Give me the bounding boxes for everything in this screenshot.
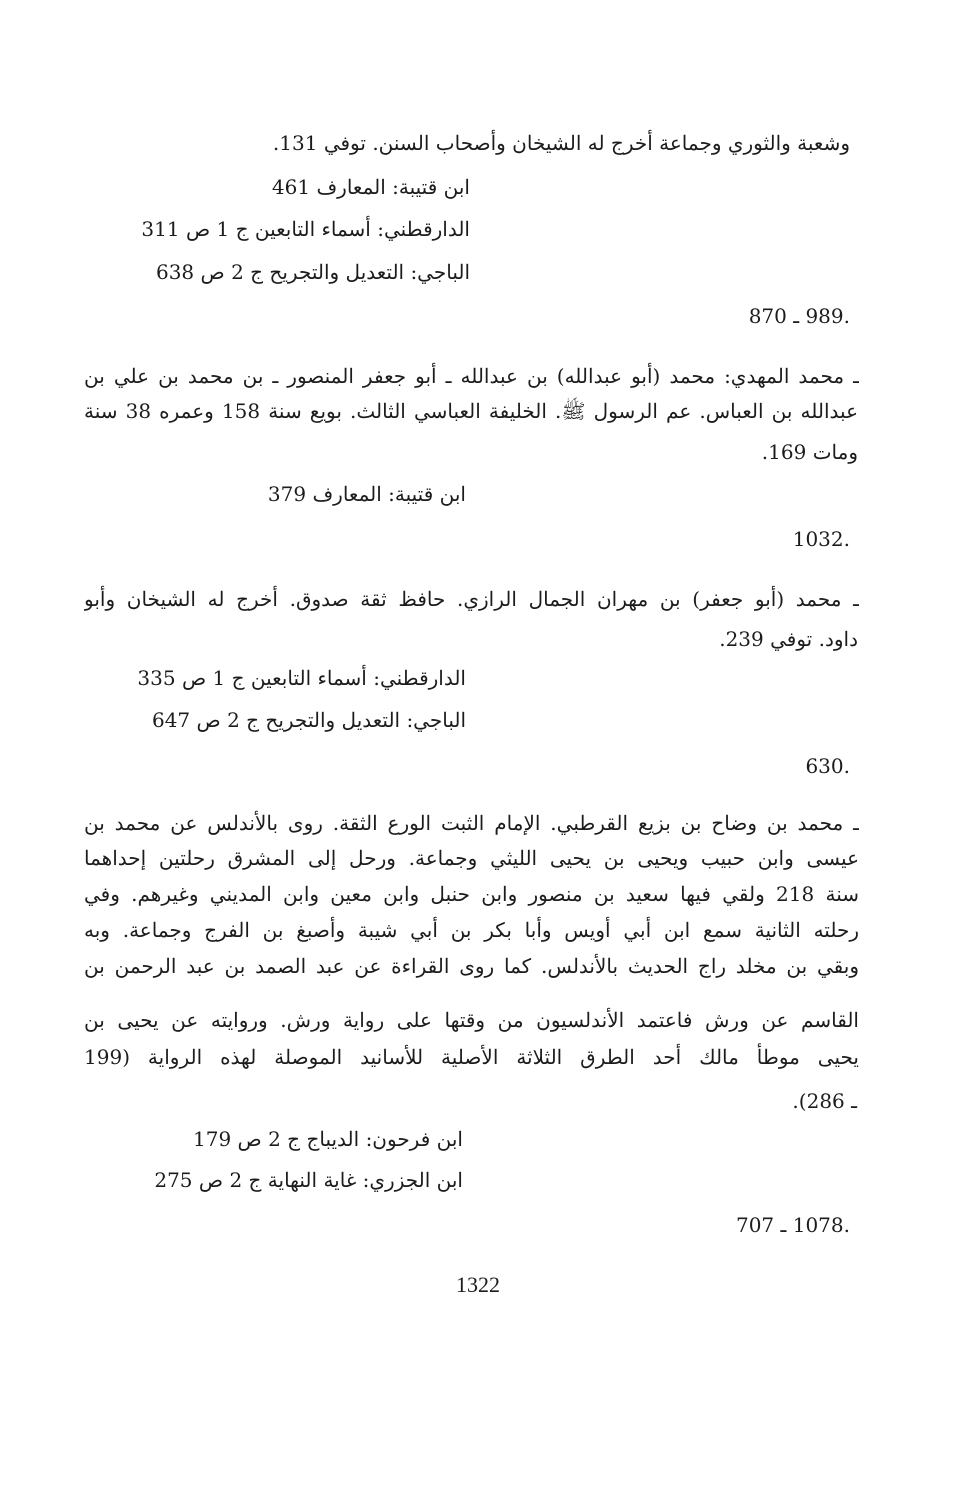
entry-numbers: .1032: [792, 527, 850, 551]
entry-text-line: عبدالله بن العباس. عم الرسول ﷺ. الخليفة العباسي الثالث. بويع سنة 158 وعمره 38 سنة: [84, 399, 858, 423]
reference-line: ابن فرحون: الديباج ج 2 ص 179: [193, 1127, 463, 1151]
entry-text-line: ـ محمد بن وضاح بن بزيع القرطبي. الإمام الثبت الورع الثقة. روى بالأندلس عن محمد بن: [84, 811, 859, 835]
reference-line: الباجي: التعديل والتجريح ج 2 ص 638: [155, 260, 470, 284]
entry-text-line: وشعبة والثوري وجماعة أخرج له الشيخان وأصحاب السنن. توفي 131.: [272, 131, 850, 155]
entry-text-line: وبقي بن مخلد راج الحديث بالأندلس. كما روى القراءة عن عبد الصمد بن عبد الرحمن بن: [84, 954, 859, 978]
entry-numbers: .630: [805, 754, 850, 778]
entry-text-line: ومات 169.: [761, 440, 858, 464]
reference-line: الباجي: التعديل والتجريح ج 2 ص 647: [151, 708, 466, 732]
entry-numbers: .989 ـ 870: [748, 304, 850, 328]
reference-line: ابن قتيبة: المعارف 379: [267, 482, 466, 506]
entry-text-line: رحلته الثانية سمع ابن أبي أويس وأبا بكر بن أبي شيبة وأصبغ بن الفرج وجماعة. وبه: [84, 918, 859, 942]
reference-line: الدارقطني: أسماء التابعين ج 1 ص 335: [137, 666, 466, 690]
page-number: 1322: [456, 1272, 500, 1297]
entry-text-line: داود. توفي 239.: [719, 627, 858, 651]
entry-text-line: سنة 218 ولقي فيها سعيد بن منصور وابن حنبل وابن معين وابن المديني وغيرهم. وفي: [84, 882, 859, 906]
entry-numbers: .1078 ـ 707: [735, 1213, 850, 1237]
entry-text-line: ـ محمد (أبو جعفر) بن مهران الجمال الرازي. حافظ ثقة صدوق. أخرج له الشيخان وأبو: [84, 587, 859, 611]
entry-text-line: القاسم عن ورش فاعتمد الأندلسيون من وقتها على رواية ورش. وروايته عن يحيى بن: [84, 1008, 859, 1032]
reference-line: الدارقطني: أسماء التابعين ج 1 ص 311: [141, 217, 470, 241]
entry-text-line: عيسى وابن حبيب ويحيى بن يحيى الليثي وجماعة. ورحل إلى المشرق رحلتين إحداهما: [84, 846, 859, 870]
reference-line: ابن الجزري: غاية النهاية ج 2 ص 275: [154, 1168, 463, 1192]
entry-text-line: يحيى موطأ مالك أحد الطرق الثلاثة الأصلية للأسانيد الموصلة لهذه الرواية (199: [84, 1045, 859, 1069]
reference-line: ابن قتيبة: المعارف 461: [271, 175, 470, 199]
entry-text-line: ـ محمد المهدي: محمد (أبو عبدالله) بن عبدالله ـ أبو جعفر المنصور ـ بن محمد بن علي بن: [84, 364, 859, 388]
entry-text-line: ـ 286).: [792, 1089, 857, 1113]
